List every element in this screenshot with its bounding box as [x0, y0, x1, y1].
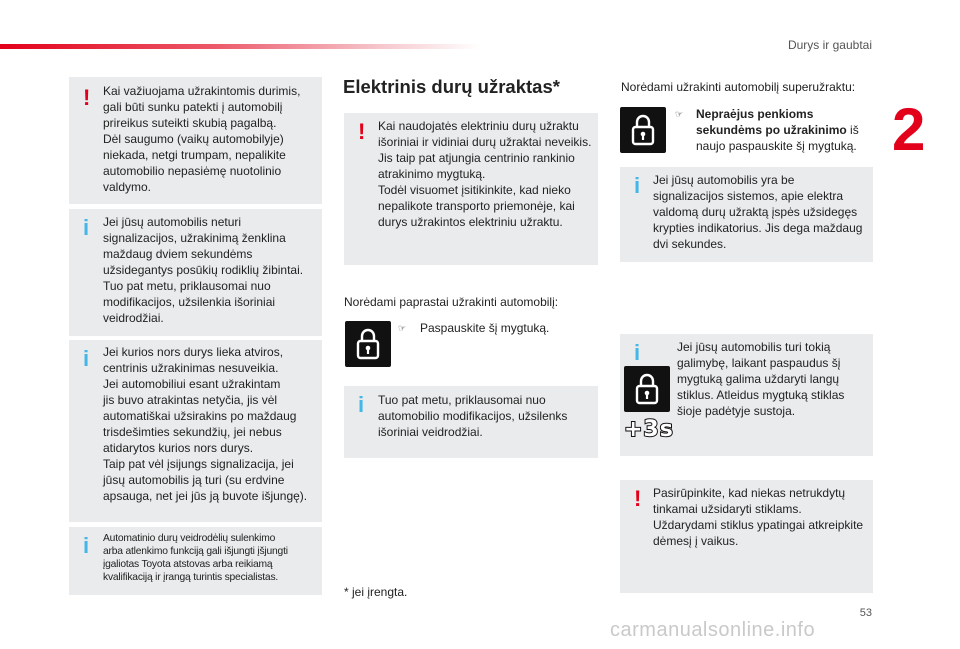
hold-three-seconds-label: +3s [624, 417, 674, 442]
info-icon: i [83, 533, 90, 558]
lock-button [624, 366, 670, 412]
section-title: Durys ir gaubtai [787, 38, 872, 52]
info-text: Jei jūsų automobilis yra be signalizacijos sistemos, apie elektra valdomą durų užraktą įspės užsidegęs krypties indikatorius. Jis dega maždaug dvi sekundes. [653, 173, 863, 251]
page-number: 53 [859, 607, 872, 619]
arrow-bullet-icon: ☞ [398, 323, 407, 333]
exclamation-icon: ! [634, 486, 642, 511]
lock-icon [631, 114, 655, 146]
section-heading: Elektrinis durų užraktas* [343, 76, 560, 97]
info-text: Jei kurios nors durys lieka atviros, centrinis užrakinimas nesuveikia. Jei automobiliui esant užrakintam jis buvo atrakintas netyčia, jis vėl automatiškai užsirakins po maždaug trisdešimties sekundžių, jei nebus atidarytos kurios nors durys. Taip pat vėl įsijungs signalizacija, jei jūsų automobilis ją turi (su erdvine apsauga, net jei jūs ją buvote išjungę). [103, 345, 308, 503]
info-box-indicators [620, 167, 873, 262]
info-box-mirrors-fold [344, 386, 598, 458]
warning-text: Kai naudojatės elektriniu durų užraktu išoriniai ir vidiniai durų užraktai neveikis. Jis taip pat atjungia centrinio rankinio atrakinimo mygtuką. Todėl visuomet įsitikinkite, kad nieko nepalikote transporto priemonėje, kai durys užrakintos elektriniu užraktu. [378, 119, 592, 229]
superlock-intro: Norėdami užrakinti automobilį superužraktu: [621, 80, 856, 94]
lock-icon [356, 328, 380, 360]
warning-box-locked-doors [69, 77, 322, 204]
exclamation-icon: ! [83, 85, 91, 110]
warning-box-deadlock [344, 113, 598, 265]
superlock-step-bold: Nepraėjus penkioms sekundėms po užrakinimo [696, 107, 847, 137]
superlock-step [696, 106, 876, 154]
warning-box-windows [620, 480, 873, 593]
info-icon: i [83, 346, 90, 371]
arrow-bullet-icon: ☞ [675, 109, 684, 119]
watermark: carmanualsonline.info [610, 619, 816, 641]
lock-icon [635, 373, 659, 405]
info-icon: i [358, 392, 365, 417]
exclamation-icon: ! [358, 119, 366, 144]
info-box-no-alarm [69, 209, 322, 336]
lock-button [345, 321, 391, 367]
footnote: * jei įrengta. [344, 585, 408, 599]
lock-button [620, 107, 666, 153]
chapter-number: 2 [892, 96, 926, 163]
info-box-doors-open [69, 340, 322, 522]
warning-text: Pasirūpinkite, kad niekas netrukdytų tinkamai užsidaryti stiklams. Uždarydami stiklus ypatingai atkreipkite dėmesį į vaikus. [653, 486, 864, 548]
info-text: Tuo pat metu, priklausomai nuo automobilio modifikacijos, užsilenks išoriniai veidrodžiai. [378, 393, 568, 439]
simple-lock-step: Paspauskite šį mygtuką. [420, 321, 550, 335]
info-box-mirrors [69, 527, 322, 595]
info-text: Jei jūsų automobilis turi tokią galimybę, laikant paspaudus šį mygtuką galima uždaryti langų stiklus. Atleidus mygtuką stiklas šioje padėtyje sustoja. [677, 340, 845, 418]
info-icon: i [83, 215, 90, 240]
header-accent-bar [0, 44, 480, 49]
simple-lock-intro: Norėdami paprastai užrakinti automobilį: [344, 295, 559, 309]
info-text: Jei jūsų automobilis neturi signalizacijos, užrakinimą ženklina maždaug dviem sekundėms užsidegantys posūkių rodiklių žibintai. Tuo pat metu, priklausomai nuo modifikacijos, užsilenkia išoriniai veidrodžiai. [103, 215, 304, 325]
warning-text: Kai važiuojama užrakintomis durimis, gali būti sunku patekti į automobilį prireikus suteikti skubią pagalbą. Dėl saugumo (vaikų automobilyje) niekada, netgi trumpam, nepalikite automobilio nepasiėmę nuotolinio valdymo. [103, 84, 301, 194]
info-icon: i [634, 173, 641, 198]
info-text: Automatinio durų veidrodėlių sulenkimo arba atlenkimo funkciją gali išjungti įšjungti įgaliotas Toyota atstovas arba reikiamą kvalifikaciją ir įrangą turintis specialistas. [103, 533, 288, 583]
info-icon: i [634, 340, 641, 365]
superlock-step-rest: iš naujo paspauskite šį mygtuką. [696, 123, 859, 153]
